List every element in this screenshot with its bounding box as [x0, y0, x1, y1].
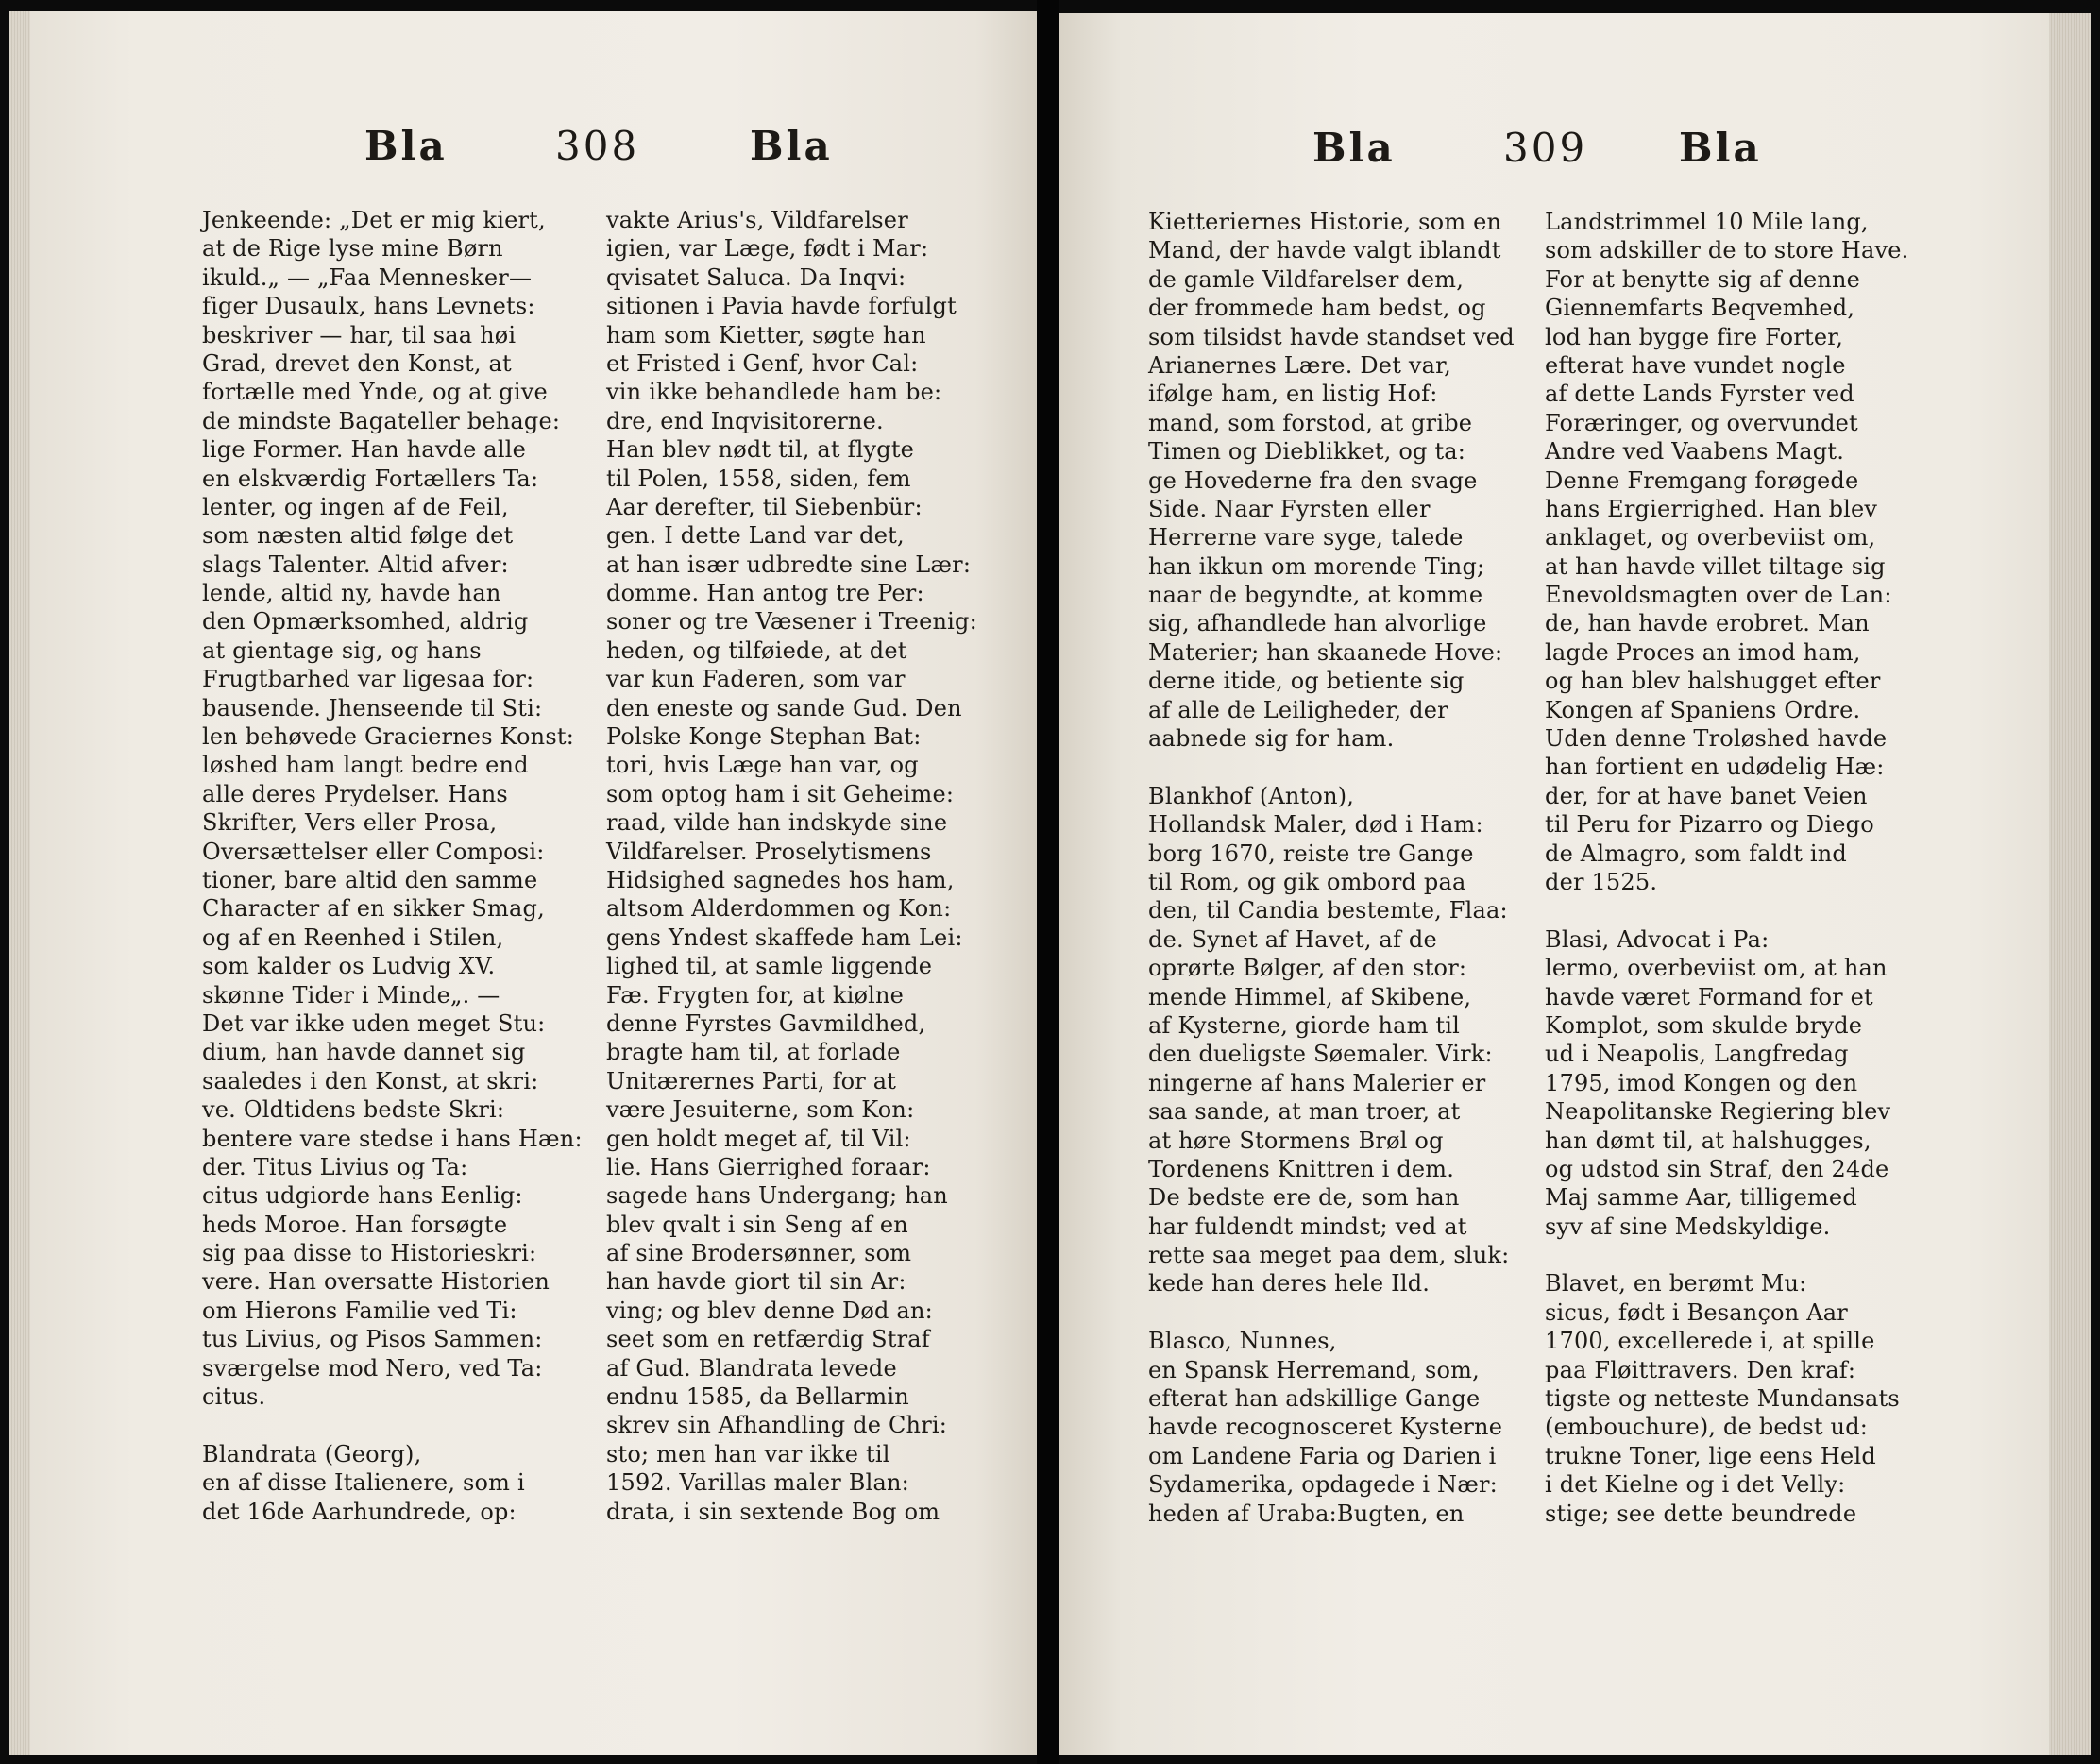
text-line: de gamle Vildfarelser dem,: [1148, 265, 1465, 293]
text-line: at høre Stormens Brøl og: [1148, 1127, 1444, 1154]
text-line: Frugtbarhed var ligesaa for:: [202, 666, 534, 693]
text-line: Polske Konge Stephan Bat:: [606, 723, 922, 751]
text-line: til Peru for Pizarro og Diego: [1545, 811, 1874, 839]
text-line: og han blev halshugget efter: [1545, 668, 1881, 695]
text-line: ving; og blev denne Død an:: [606, 1297, 933, 1324]
text-line: alle deres Prydelser. Hans: [202, 780, 508, 807]
text-line: borg 1670, reiste tre Gange: [1148, 840, 1474, 867]
text-line: ud i Neapolis, Langfredag: [1545, 1041, 1849, 1068]
text-line: et Fristed i Genf, hvor Cal:: [606, 349, 919, 377]
text-line: For at benytte sig af denne: [1545, 265, 1861, 293]
text-line: at han havde villet tiltage sig: [1545, 552, 1886, 580]
text-line: som næsten altid følge det: [202, 522, 514, 550]
text-line: sicus, født i Besançon Aar: [1545, 1298, 1848, 1326]
text-line: syv af sine Medskyldige.: [1545, 1213, 1831, 1240]
text-line: sig paa disse to Historieskri:: [202, 1240, 537, 1267]
text-line: figer Dusaulx, hans Levnets:: [202, 293, 535, 320]
text-line: Skrifter, Vers eller Prosa,: [202, 809, 498, 837]
page-number: 309: [1503, 125, 1588, 171]
text-line: af sine Brodersønner, som: [606, 1240, 912, 1267]
text-line: seet som en retfærdig Straf: [606, 1326, 930, 1353]
text-line: dium, han havde dannet sig: [202, 1039, 526, 1066]
running-head-right-word: Bla: [750, 123, 833, 169]
text-line: len behøvede Graciernes Konst:: [202, 723, 574, 751]
text-line: ge Hovederne fra den svage: [1148, 466, 1478, 494]
text-line: gen. I dette Land var det,: [606, 522, 905, 550]
text-line: drata, i sin sextende Bog om: [606, 1498, 940, 1525]
left-page: [9, 11, 1037, 1755]
text-line: saaledes i den Konst, at skri:: [202, 1067, 539, 1094]
text-line: blev qvalt i sin Seng af en: [606, 1211, 908, 1238]
text-line: oprørte Bølger, af den stor:: [1148, 955, 1467, 982]
text-line: Hidsighed sagnedes hos ham,: [606, 866, 955, 893]
text-line: vakte Arius's, Vildfarelser: [606, 207, 908, 233]
text-line: den eneste og sande Gud. Den: [606, 694, 962, 721]
page-number: 308: [555, 123, 640, 169]
text-line: Tordenens Knittren i dem.: [1148, 1155, 1455, 1182]
text-line: vere. Han oversatte Historien: [202, 1268, 550, 1296]
text-line: sagede hans Undergang; han: [606, 1182, 948, 1210]
text-line: Hollandsk Maler, død i Ham:: [1148, 811, 1483, 839]
text-line: en af disse Italienere, som i: [202, 1469, 525, 1497]
running-head-right-word: Bla: [1679, 125, 1762, 171]
text-line: der, for at have banet Veien: [1545, 782, 1868, 809]
text-line: Grad, drevet den Konst, at: [202, 349, 512, 377]
text-line: til Rom, og gik ombord paa: [1148, 868, 1466, 895]
text-line: han dømt til, at halshugges,: [1545, 1127, 1871, 1154]
text-line: soner og tre Væsener i Treenig:: [606, 608, 977, 636]
text-line: Oversættelser eller Composi:: [202, 838, 545, 865]
text-line: [1545, 1241, 1908, 1269]
text-line: derne itide, og betiente sig: [1148, 668, 1465, 695]
text-line: lie. Hans Gierrighed foraar:: [606, 1153, 931, 1180]
text-line: af Kysterne, giorde ham til: [1148, 1011, 1461, 1039]
text-line: Det var ikke uden meget Stu:: [202, 1009, 546, 1037]
text-line: heds Moroe. Han forsøgte: [202, 1211, 508, 1238]
text-line: heden af Uraba:Bugten, en: [1148, 1500, 1465, 1527]
text-line: trukne Toner, lige eens Held: [1545, 1442, 1876, 1469]
text-line: hans Ergierrighed. Han blev: [1545, 495, 1878, 522]
text-line: lende, altid ny, havde han: [202, 580, 501, 607]
page-edge-right: [2049, 13, 2091, 1755]
text-line: han havde giort til sin Ar:: [606, 1268, 906, 1296]
text-line: en Spansk Herremand, som,: [1148, 1356, 1480, 1383]
right-page: [1059, 13, 2091, 1755]
text-line: Sydamerika, opdagede i Nær:: [1148, 1471, 1498, 1499]
text-line: aabnede sig for ham.: [1148, 725, 1395, 753]
text-line: lige Former. Han havde alle: [202, 436, 526, 464]
text-line: efterat have vundet nogle: [1545, 351, 1846, 379]
text-line: sværgelse mod Nero, ved Ta:: [202, 1354, 543, 1382]
text-line: 1700, excellerede i, at spille: [1545, 1328, 1875, 1355]
text-line: fortælle med Ynde, og at give: [202, 379, 548, 406]
text-line: Fæ. Frygten for, at kiølne: [606, 981, 905, 1009]
text-line: lighed til, at samle liggende: [606, 953, 933, 980]
text-column-right: [606, 206, 977, 1526]
text-line: 1592. Varillas maler Blan:: [606, 1469, 909, 1497]
text-line: af dette Lands Fyrster ved: [1545, 381, 1854, 408]
text-line: der 1525.: [1545, 868, 1658, 895]
text-line: Side. Naar Fyrsten eller: [1148, 495, 1431, 522]
text-line: som tilsidst havde standset ved: [1148, 323, 1515, 350]
text-line: igien, var Læge, født i Mar:: [606, 235, 929, 263]
text-line: har fuldendt mindst; ved at: [1148, 1213, 1467, 1240]
text-line: Vildfarelser. Proselytismens: [606, 838, 932, 865]
page-edge-left: [9, 11, 30, 1755]
running-head-left-word: Bla: [364, 123, 448, 169]
text-line: bentere vare stedse i hans Hæn:: [202, 1125, 583, 1152]
text-line: Arianernes Lære. Det var,: [1148, 351, 1452, 379]
text-line: som kalder os Ludvig XV.: [202, 953, 496, 980]
text-line: skrev sin Afhandling de Chri:: [606, 1412, 948, 1439]
text-line: løshed ham langt bedre end: [202, 752, 529, 779]
text-line: vin ikke behandlede ham be:: [606, 379, 942, 406]
text-line: var kun Faderen, som var: [606, 666, 906, 693]
text-line: Han blev nødt til, at flygte: [606, 436, 915, 464]
text-line: tigste og netteste Mundansats: [1545, 1385, 1900, 1413]
text-line: [1545, 896, 1908, 924]
text-line: den, til Candia bestemte, Flaa:: [1148, 897, 1508, 924]
text-line: Denne Fremgang forøgede: [1545, 466, 1859, 494]
gutter: [1037, 0, 1059, 1764]
text-line: ikuld.„ — „Faa Mennesker—: [202, 263, 533, 291]
text-line: Komplot, som skulde bryde: [1545, 1011, 1863, 1039]
text-line: Blasi, Advocat i Pa:: [1545, 925, 1770, 953]
text-line: denne Fyrstes Gavmildhed,: [606, 1009, 926, 1037]
text-line: sitionen i Pavia havde forfulgt: [606, 293, 957, 320]
text-line: han fortient en udødelig Hæ:: [1545, 754, 1885, 781]
text-line: Maj samme Aar, tilligemed: [1545, 1184, 1857, 1212]
text-line: Unitærernes Parti, for at: [606, 1067, 897, 1094]
text-line: at de Rige lyse mine Børn: [202, 235, 503, 263]
text-line: som adskiller de to store Have.: [1545, 237, 1909, 264]
text-line: Herrerne vare syge, talede: [1148, 524, 1464, 551]
text-line: rette saa meget paa dem, sluk:: [1148, 1242, 1510, 1269]
text-line: stige; see dette beundrede: [1545, 1500, 1857, 1527]
text-line: ningerne af hans Malerier er: [1148, 1069, 1486, 1096]
text-line: beskriver — har, til saa høi: [202, 321, 517, 348]
text-line: de mindste Bagateller behage:: [202, 407, 561, 434]
text-line: citus udgiorde hans Eenlig:: [202, 1182, 523, 1210]
text-column-left: [1148, 208, 1515, 1528]
text-line: Andre ved Vaabens Magt.: [1545, 438, 1845, 466]
text-line: ifølge ham, en listig Hof:: [1148, 381, 1438, 408]
text-line: Enevoldsmagten over de Lan:: [1545, 582, 1892, 609]
text-line: og af en Reenhed i Stilen,: [202, 924, 504, 951]
text-line: naar de begyndte, at komme: [1148, 582, 1483, 609]
text-line: tioner, bare altid den samme: [202, 866, 538, 893]
text-line: endnu 1585, da Bellarmin: [606, 1383, 909, 1411]
text-line: [1148, 753, 1515, 781]
text-line: anklaget, og overbeviist om,: [1545, 524, 1876, 551]
text-line: han ikkun om morende Ting;: [1148, 552, 1485, 580]
text-line: ham som Kietter, søgte han: [606, 321, 926, 348]
text-line: qvisatet Saluca. Da Inqvi:: [606, 263, 906, 291]
text-line: tori, hvis Læge han var, og: [606, 752, 919, 779]
text-line: lenter, og ingen af de Feil,: [202, 493, 509, 520]
text-line: at gientage sig, og hans: [202, 636, 482, 664]
text-line: Blavet, en berømt Mu:: [1545, 1270, 1807, 1298]
text-line: den Opmærksomhed, aldrig: [202, 608, 529, 636]
text-line: om Landene Faria og Darien i: [1148, 1442, 1497, 1469]
text-line: heden, og tilføiede, at det: [606, 636, 907, 664]
text-line: Foræringer, og overvundet: [1545, 409, 1858, 436]
text-line: kede han deres hele Ild.: [1148, 1270, 1431, 1298]
text-line: Uden denne Troløshed havde: [1545, 725, 1888, 753]
text-line: der. Titus Livius og Ta:: [202, 1153, 468, 1180]
text-line: lermo, overbeviist om, at han: [1545, 955, 1888, 982]
text-line: lod han bygge fire Forter,: [1545, 323, 1844, 350]
text-line: De bedste ere de, som han: [1148, 1184, 1460, 1212]
text-line: der frommede ham bedst, og: [1148, 295, 1486, 322]
text-line: de, han havde erobret. Man: [1545, 610, 1870, 637]
text-column-right: [1545, 208, 1908, 1528]
text-line: mand, som forstod, at gribe: [1148, 409, 1473, 436]
text-line: efterat han adskillige Gange: [1148, 1385, 1481, 1413]
text-line: saa sande, at man troer, at: [1148, 1098, 1461, 1126]
text-line: altsom Alderdommen og Kon:: [606, 895, 952, 923]
text-line: til Polen, 1558, siden, fem: [606, 465, 911, 492]
text-line: Timen og Dieblikket, og ta:: [1148, 438, 1466, 466]
text-line: raad, vilde han indskyde sine: [606, 809, 948, 837]
text-column-left: [202, 206, 583, 1526]
text-line: om Hierons Familie ved Ti:: [202, 1297, 517, 1324]
text-line: at han især udbredte sine Lær:: [606, 551, 972, 578]
text-line: Mand, der havde valgt iblandt: [1148, 237, 1501, 264]
text-line: af alle de Leiligheder, der: [1148, 696, 1448, 723]
text-line: som optog ham i sit Geheime:: [606, 780, 955, 807]
text-line: 1795, imod Kongen og den: [1545, 1069, 1858, 1096]
text-line: skønne Tider i Minde„. —: [202, 981, 500, 1009]
text-line: Kongen af Spaniens Ordre.: [1545, 696, 1861, 723]
running-head-left-word: Bla: [1312, 125, 1396, 171]
text-line: dre, end Inqvisitorerne.: [606, 407, 884, 434]
text-line: [1148, 1298, 1515, 1327]
text-line: Blasco, Nunnes,: [1148, 1328, 1337, 1355]
text-line: havde været Formand for et: [1545, 983, 1873, 1010]
text-line: de Almagro, som faldt ind: [1545, 840, 1847, 867]
text-line: Neapolitanske Regiering blev: [1545, 1098, 1891, 1126]
text-line: domme. Han antog tre Per:: [606, 580, 924, 607]
text-line: gens Yndest skaffede ham Lei:: [606, 924, 963, 951]
text-line: lagde Proces an imod ham,: [1545, 638, 1861, 666]
text-line: sto; men han var ikke til: [606, 1440, 890, 1467]
text-line: mende Himmel, af Skibene,: [1148, 983, 1472, 1010]
text-line: være Jesuiterne, som Kon:: [606, 1096, 915, 1124]
text-line: [202, 1411, 583, 1439]
text-line: bausende. Jhenseende til Sti:: [202, 694, 543, 721]
text-line: gen holdt meget af, til Vil:: [606, 1125, 911, 1152]
text-line: havde recognosceret Kysterne: [1148, 1414, 1503, 1441]
text-line: Kietteriernes Historie, som en: [1148, 209, 1502, 235]
text-line: den dueligste Søemaler. Virk:: [1148, 1041, 1493, 1068]
text-line: citus.: [202, 1383, 266, 1411]
text-line: tus Livius, og Pisos Sammen:: [202, 1326, 543, 1353]
text-line: og udstod sin Straf, den 24de: [1545, 1155, 1889, 1182]
text-line: en elskværdig Fortællers Ta:: [202, 465, 539, 492]
text-line: af Gud. Blandrata levede: [606, 1354, 897, 1382]
text-line: Jenkeende: „Det er mig kiert,: [202, 207, 546, 233]
text-line: i det Kielne og i det Velly:: [1545, 1471, 1846, 1499]
text-line: (embouchure), de bedst ud:: [1545, 1414, 1869, 1441]
text-line: Giennemfarts Beqvemhed,: [1545, 295, 1855, 322]
text-line: Character af en sikker Smag,: [202, 895, 545, 923]
text-line: Blankhof (Anton),: [1148, 782, 1355, 809]
text-line: de. Synet af Havet, af de: [1148, 925, 1437, 953]
text-line: Blandrata (Georg),: [202, 1440, 422, 1467]
text-line: Materier; han skaanede Hove:: [1148, 638, 1503, 666]
text-line: det 16de Aarhundrede, op:: [202, 1498, 517, 1525]
text-line: paa Fløittravers. Den kraf:: [1545, 1356, 1856, 1383]
text-line: ve. Oldtidens bedste Skri:: [202, 1096, 505, 1124]
text-line: Landstrimmel 10 Mile lang,: [1545, 209, 1869, 235]
text-line: slags Talenter. Altid afver:: [202, 551, 509, 578]
text-line: bragte ham til, at forlade: [606, 1039, 901, 1066]
text-line: sig, afhandlede han alvorlige: [1148, 610, 1487, 637]
text-line: Aar derefter, til Siebenbür:: [606, 493, 923, 520]
